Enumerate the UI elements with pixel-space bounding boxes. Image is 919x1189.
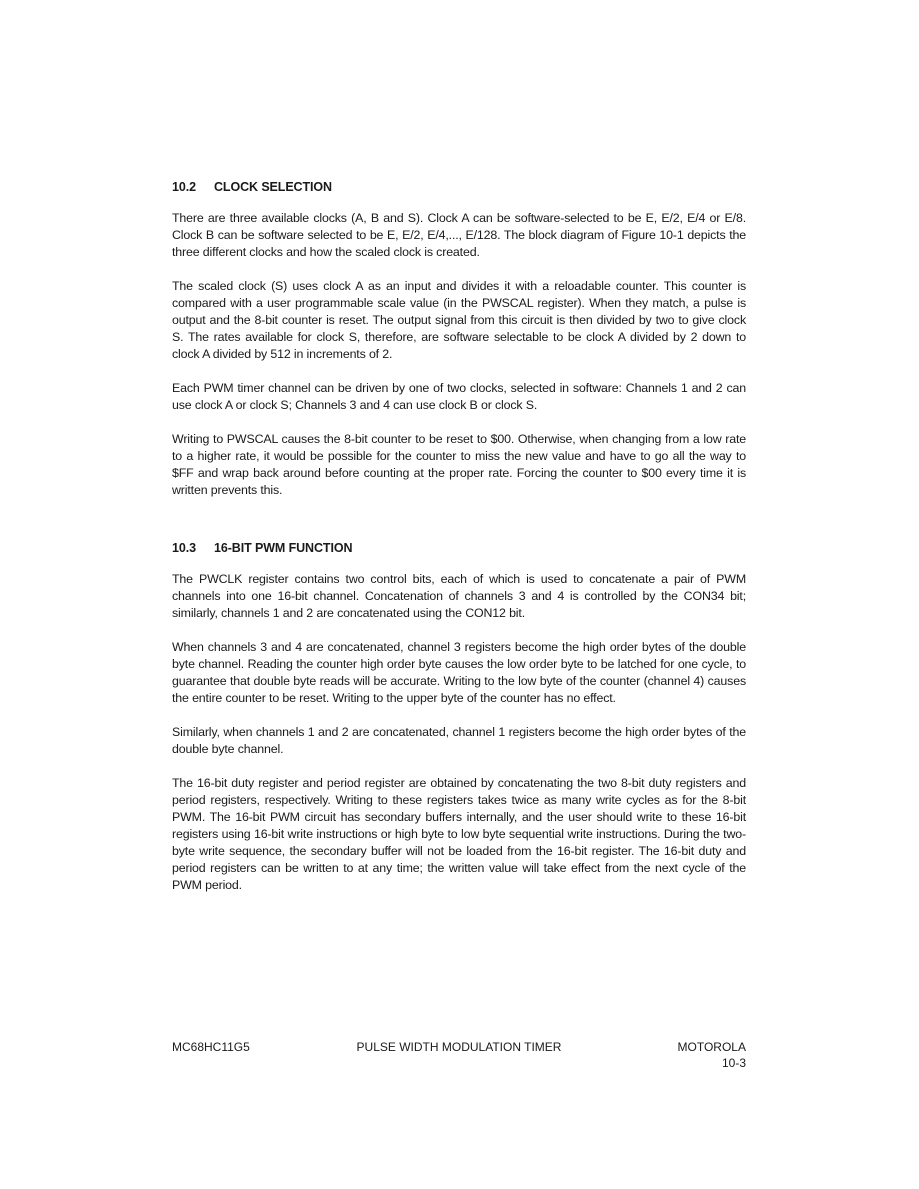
section-number: 10.2 <box>172 180 196 194</box>
footer-brand-page <box>678 1039 746 1071</box>
section-clock-selection <box>172 178 746 499</box>
page-footer <box>172 1039 746 1073</box>
paragraph: Writing to PWSCAL causes the 8-bit counter to be reset to $00. Otherwise, when changing from a low rate to a higher rate, it would be possible for the counter to miss the new value and have to go all the way to $FF and wrap back around before counting at the proper rate. Forcing the counter to $00 every time it is written prevents this. <box>172 432 746 497</box>
paragraph: When channels 3 and 4 are concatenated, channel 3 registers become the high order bytes of the double byte channel. Reading the counter high order byte causes the low order byte to be latched for one cycle, to guarantee that double byte reads will be accurate. Writing to the low byte of the counter (channel 4) causes the entire counter to be reset. Writing to the upper byte of the counter has no effect. <box>172 640 746 705</box>
footer-chapter-title: PULSE WIDTH MODULATION TIMER <box>356 1040 562 1054</box>
footer-page-number: 10-3 <box>721 1056 746 1070</box>
paragraph: The scaled clock (S) uses clock A as an input and divides it with a reloadable counter. This counter is compared with a user programmable scale value (in the PWSCAL register). When they match, a pulse is output and the 8-bit counter is reset. The output signal from this circuit is then divided by two to give clock S. The rates available for clock S, therefore, are software selectable to be clock A divided by 2 down to clock A divided by 512 in increments of 2. <box>172 279 746 361</box>
footer-brand: MOTOROLA <box>677 1040 746 1054</box>
document-body <box>172 178 746 911</box>
paragraph: Each PWM timer channel can be driven by one of two clocks, selected in software: Channels 1 and 2 can use clock A or clock S; Channels 3 and 4 can use clock B or clock S. <box>172 381 746 412</box>
section-number: 10.3 <box>172 541 196 555</box>
section-heading <box>172 539 746 557</box>
section-title: 16-BIT PWM FUNCTION <box>214 541 353 555</box>
paragraph: The 16-bit duty register and period register are obtained by concatenating the two 8-bit duty registers and period registers, respectively. Writing to these registers takes twice as many write cycles as for the 8-bit PWM. The 16-bit PWM circuit has secondary buffers internally, and the user should write to these 16-bit registers using 16-bit write instructions or high byte to low byte sequential write instructions. During the two-byte write sequence, the secondary buffer will not be loaded from the 16-bit register. The 16-bit duty and period registers can be written to at any time; the written value will take effect from the next cycle of the PWM period. <box>172 776 746 892</box>
footer-part-number: MC68HC11G5 <box>172 1040 250 1054</box>
paragraph: The PWCLK register contains two control bits, each of which is used to concatenate a pair of PWM channels into one 16-bit channel. Concatenation of channels 3 and 4 is controlled by the CON34 bit; similarly, channels 1 and 2 are concatenated using the CON12 bit. <box>172 572 746 620</box>
paragraph: There are three available clocks (A, B and S). Clock A can be software-selected to be E, E/2, E/4 or E/8. Clock B can be software selected to be E, E/2, E/4,..., E/128. The block diagram of Figure 10-1 depicts the three different clocks and how the scaled clock is created. <box>172 211 746 259</box>
paragraph: Similarly, when channels 1 and 2 are concatenated, channel 1 registers become the high order bytes of the double byte channel. <box>172 725 746 756</box>
section-title: CLOCK SELECTION <box>214 180 332 194</box>
section-16-bit-pwm-function <box>172 539 746 894</box>
section-heading <box>172 178 746 196</box>
